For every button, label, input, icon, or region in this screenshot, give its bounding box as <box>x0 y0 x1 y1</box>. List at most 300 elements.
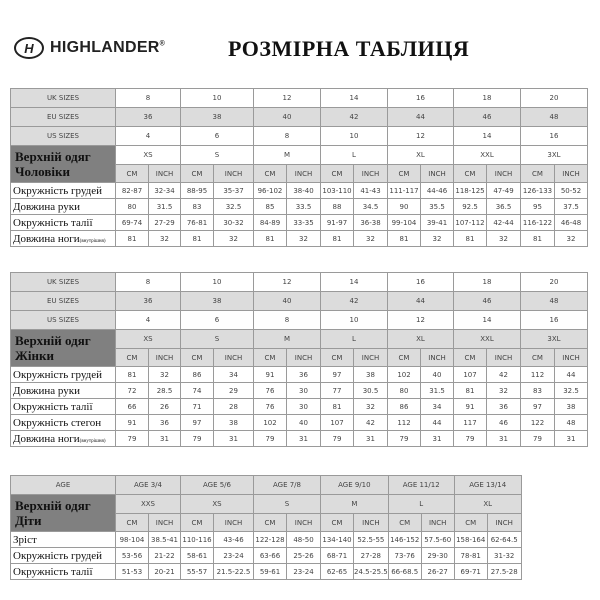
value-cell: 44 <box>555 367 588 383</box>
measurement-note: (внутрішня) <box>79 438 106 444</box>
unit-cm-cell: CM <box>321 349 354 367</box>
value-cell: 35.5 <box>421 199 454 215</box>
us-size-cell: 14 <box>454 127 521 146</box>
value-cell: 76 <box>254 399 287 415</box>
value-cell: 42 <box>354 415 388 431</box>
measurement-label-text: Окружність талії <box>13 565 93 578</box>
value-cell: 27-29 <box>149 215 181 231</box>
value-cell: 48-50 <box>287 532 321 548</box>
value-cell: 34 <box>214 367 254 383</box>
value-cell: 79 <box>388 431 421 447</box>
uk-size-cell: 12 <box>254 273 321 292</box>
size-letter-cell: XXL <box>454 330 521 349</box>
measurement-label-text: Окружність стегон <box>13 416 102 429</box>
value-cell: 41-43 <box>354 183 388 199</box>
value-cell: 81 <box>454 383 487 399</box>
size-letter-cell: 3XL <box>521 146 588 165</box>
unit-inch-cell: INCH <box>421 165 454 183</box>
value-cell: 57.5-60 <box>421 532 454 548</box>
kids-size-table <box>10 475 522 580</box>
value-cell: 31 <box>487 431 521 447</box>
value-cell: 34 <box>421 399 454 415</box>
value-cell: 53-56 <box>116 548 149 564</box>
value-cell: 58-61 <box>181 548 214 564</box>
unit-inch-cell: INCH <box>354 514 389 532</box>
value-cell: 81 <box>254 231 287 247</box>
us-size-cell: 8 <box>254 311 321 330</box>
size-letter-cell: S <box>181 330 254 349</box>
value-cell: 36.5 <box>487 199 521 215</box>
measurement-label <box>11 183 116 199</box>
eu-size-cell: 44 <box>388 292 454 311</box>
measurement-label <box>11 431 116 447</box>
unit-cm-cell: CM <box>116 514 149 532</box>
value-cell: 32 <box>287 231 321 247</box>
value-cell: 27.5-28 <box>487 564 521 580</box>
us-sizes-label: US SIZES <box>11 311 116 330</box>
unit-cm-cell: CM <box>521 165 555 183</box>
logo-mark-icon: H <box>14 37 44 59</box>
us-size-cell: 4 <box>116 127 181 146</box>
value-cell: 117 <box>454 415 487 431</box>
unit-inch-cell: INCH <box>287 514 321 532</box>
unit-cm-cell: CM <box>181 514 214 532</box>
value-cell: 102 <box>254 415 287 431</box>
value-cell: 80 <box>388 383 421 399</box>
value-cell: 42-44 <box>487 215 521 231</box>
value-cell: 34.5 <box>354 199 388 215</box>
value-cell: 40 <box>421 367 454 383</box>
value-cell: 81 <box>116 367 149 383</box>
uk-size-cell: 10 <box>181 89 254 108</box>
value-cell: 32 <box>487 231 521 247</box>
value-cell: 103-110 <box>321 183 354 199</box>
value-cell: 30 <box>287 383 321 399</box>
value-cell: 73-76 <box>388 548 421 564</box>
size-letter-cell: XL <box>388 146 454 165</box>
uk-sizes-label: UK SIZES <box>11 273 116 292</box>
unit-inch-cell: INCH <box>354 165 388 183</box>
highlander-logo <box>14 37 165 59</box>
value-cell: 31 <box>287 431 321 447</box>
value-cell: 50-52 <box>555 183 588 199</box>
uk-size-cell: 14 <box>321 89 388 108</box>
measurement-label-text: Окружність грудей <box>13 368 103 381</box>
value-cell: 112 <box>388 415 421 431</box>
measurement-label <box>11 415 116 431</box>
value-cell: 43-46 <box>214 532 254 548</box>
measurement-label-text: Окружність талії <box>13 400 93 413</box>
value-cell: 92.5 <box>454 199 487 215</box>
age-cell: AGE 7/8 <box>254 476 321 495</box>
section-heading: Верхній одяг Чоловіки <box>11 146 116 183</box>
unit-cm-cell: CM <box>254 514 287 532</box>
value-cell: 72 <box>116 383 149 399</box>
value-cell: 30.5 <box>354 383 388 399</box>
value-cell: 83 <box>181 199 214 215</box>
value-cell: 38 <box>214 415 254 431</box>
us-size-cell: 14 <box>454 311 521 330</box>
size-letter-cell: XS <box>116 146 181 165</box>
value-cell: 97 <box>521 399 555 415</box>
measurement-label <box>11 564 116 580</box>
unit-cm-cell: CM <box>254 349 287 367</box>
size-letter-cell: S <box>254 495 321 514</box>
eu-size-cell: 48 <box>521 292 588 311</box>
size-letter-cell: XS <box>116 330 181 349</box>
value-cell: 90 <box>388 199 421 215</box>
uk-size-cell: 20 <box>521 273 588 292</box>
value-cell: 91-97 <box>321 215 354 231</box>
value-cell: 20-21 <box>149 564 181 580</box>
measurement-label-text: Довжина руки <box>13 200 80 213</box>
value-cell: 31 <box>354 431 388 447</box>
value-cell: 44-46 <box>421 183 454 199</box>
value-cell: 79 <box>521 431 555 447</box>
value-cell: 66 <box>116 399 149 415</box>
value-cell: 74 <box>181 383 214 399</box>
us-size-cell: 6 <box>181 311 254 330</box>
value-cell: 46-48 <box>555 215 588 231</box>
measurement-label-text: Окружність грудей <box>13 184 103 197</box>
women-size-table <box>10 272 588 447</box>
value-cell: 86 <box>388 399 421 415</box>
eu-size-cell: 38 <box>181 108 254 127</box>
size-letter-cell: L <box>321 146 388 165</box>
value-cell: 23-24 <box>214 548 254 564</box>
value-cell: 32 <box>555 231 588 247</box>
unit-inch-cell: INCH <box>149 165 181 183</box>
unit-inch-cell: INCH <box>287 349 321 367</box>
unit-cm-cell: CM <box>388 514 421 532</box>
value-cell: 81 <box>388 231 421 247</box>
size-letter-cell: M <box>254 146 321 165</box>
value-cell: 84-89 <box>254 215 287 231</box>
value-cell: 51-53 <box>116 564 149 580</box>
unit-cm-cell: CM <box>116 165 149 183</box>
value-cell: 81 <box>521 231 555 247</box>
age-cell: AGE 11/12 <box>388 476 454 495</box>
unit-cm-cell: CM <box>321 165 354 183</box>
value-cell: 66-68.5 <box>388 564 421 580</box>
unit-inch-cell: INCH <box>214 349 254 367</box>
eu-size-cell: 42 <box>321 108 388 127</box>
value-cell: 99-104 <box>388 215 421 231</box>
value-cell: 32 <box>354 399 388 415</box>
value-cell: 146-152 <box>388 532 421 548</box>
value-cell: 78-81 <box>454 548 487 564</box>
page-title: РОЗМІРНА ТАБЛИЦЯ <box>228 36 470 61</box>
age-cell: AGE 5/6 <box>181 476 254 495</box>
size-letter-cell: L <box>321 330 388 349</box>
value-cell: 29-30 <box>421 548 454 564</box>
eu-size-cell: 36 <box>116 292 181 311</box>
eu-sizes-label: EU SIZES <box>11 292 116 311</box>
value-cell: 32.5 <box>214 199 254 215</box>
unit-inch-cell: INCH <box>149 349 181 367</box>
uk-size-cell: 8 <box>116 89 181 108</box>
eu-size-cell: 46 <box>454 292 521 311</box>
value-cell: 62-64.5 <box>487 532 521 548</box>
value-cell: 77 <box>321 383 354 399</box>
value-cell: 98-104 <box>116 532 149 548</box>
value-cell: 91 <box>116 415 149 431</box>
section-heading: Верхній одяг Діти <box>11 495 116 532</box>
unit-cm-cell: CM <box>321 514 354 532</box>
uk-sizes-label: UK SIZES <box>11 89 116 108</box>
value-cell: 42 <box>487 367 521 383</box>
measurement-label <box>11 215 116 231</box>
value-cell: 39-41 <box>421 215 454 231</box>
value-cell: 68-71 <box>321 548 354 564</box>
unit-inch-cell: INCH <box>555 349 588 367</box>
value-cell: 110-116 <box>181 532 214 548</box>
uk-size-cell: 10 <box>181 273 254 292</box>
value-cell: 95 <box>521 199 555 215</box>
size-letter-cell: XS <box>181 495 254 514</box>
value-cell: 86 <box>181 367 214 383</box>
value-cell: 76-81 <box>181 215 214 231</box>
measurement-note: (внутрішня) <box>79 238 106 244</box>
size-letter-cell: XXL <box>454 146 521 165</box>
value-cell: 48 <box>555 415 588 431</box>
value-cell: 122 <box>521 415 555 431</box>
unit-inch-cell: INCH <box>421 349 454 367</box>
value-cell: 32 <box>421 231 454 247</box>
us-size-cell: 6 <box>181 127 254 146</box>
value-cell: 107 <box>321 415 354 431</box>
value-cell: 91 <box>254 367 287 383</box>
us-size-cell: 10 <box>321 311 388 330</box>
value-cell: 36-38 <box>354 215 388 231</box>
value-cell: 63-66 <box>254 548 287 564</box>
measurement-label <box>11 199 116 215</box>
value-cell: 33-35 <box>287 215 321 231</box>
value-cell: 79 <box>181 431 214 447</box>
eu-sizes-label: EU SIZES <box>11 108 116 127</box>
value-cell: 44 <box>421 415 454 431</box>
value-cell: 30 <box>287 399 321 415</box>
value-cell: 32 <box>149 367 181 383</box>
value-cell: 32 <box>487 383 521 399</box>
value-cell: 32 <box>149 231 181 247</box>
value-cell: 81 <box>321 231 354 247</box>
value-cell: 36 <box>287 367 321 383</box>
value-cell: 158-164 <box>454 532 487 548</box>
size-letter-cell: L <box>388 495 454 514</box>
unit-cm-cell: CM <box>254 165 287 183</box>
value-cell: 59-61 <box>254 564 287 580</box>
value-cell: 38 <box>555 399 588 415</box>
value-cell: 27-28 <box>354 548 389 564</box>
section-heading: Верхній одяг Жінки <box>11 330 116 367</box>
value-cell: 81 <box>454 231 487 247</box>
size-letter-cell: S <box>181 146 254 165</box>
value-cell: 112 <box>521 367 555 383</box>
value-cell: 32-34 <box>149 183 181 199</box>
value-cell: 97 <box>181 415 214 431</box>
value-cell: 83 <box>521 383 555 399</box>
unit-cm-cell: CM <box>116 349 149 367</box>
value-cell: 82-87 <box>116 183 149 199</box>
unit-inch-cell: INCH <box>555 165 588 183</box>
measurement-label-text: Окружність грудей <box>13 549 103 562</box>
unit-inch-cell: INCH <box>214 165 254 183</box>
us-size-cell: 4 <box>116 311 181 330</box>
value-cell: 69-71 <box>454 564 487 580</box>
value-cell: 33.5 <box>287 199 321 215</box>
value-cell: 55-57 <box>181 564 214 580</box>
measurement-label-text: Окружність талії <box>13 216 93 229</box>
unit-cm-cell: CM <box>388 349 421 367</box>
eu-size-cell: 40 <box>254 292 321 311</box>
value-cell: 81 <box>321 399 354 415</box>
value-cell: 122-128 <box>254 532 287 548</box>
value-cell: 32.5 <box>555 383 588 399</box>
value-cell: 118-125 <box>454 183 487 199</box>
unit-inch-cell: INCH <box>287 165 321 183</box>
size-letter-cell: XL <box>454 495 521 514</box>
size-letter-cell: M <box>321 495 389 514</box>
unit-inch-cell: INCH <box>487 514 521 532</box>
uk-size-cell: 16 <box>388 89 454 108</box>
age-label: AGE <box>11 476 116 495</box>
value-cell: 134-140 <box>321 532 354 548</box>
us-sizes-label: US SIZES <box>11 127 116 146</box>
unit-cm-cell: CM <box>181 165 214 183</box>
value-cell: 79 <box>321 431 354 447</box>
value-cell: 97 <box>321 367 354 383</box>
us-size-cell: 16 <box>521 127 588 146</box>
value-cell: 52.5-55 <box>354 532 389 548</box>
value-cell: 91 <box>454 399 487 415</box>
value-cell: 126-133 <box>521 183 555 199</box>
uk-size-cell: 12 <box>254 89 321 108</box>
value-cell: 37.5 <box>555 199 588 215</box>
value-cell: 25-26 <box>287 548 321 564</box>
value-cell: 79 <box>454 431 487 447</box>
measurement-label <box>11 231 116 247</box>
measurement-label-text: Зріст <box>13 533 37 546</box>
value-cell: 38-40 <box>287 183 321 199</box>
value-cell: 36 <box>149 415 181 431</box>
measurement-label-text: Довжина ноги <box>13 432 80 445</box>
value-cell: 47-49 <box>487 183 521 199</box>
measurement-label <box>11 399 116 415</box>
us-size-cell: 16 <box>521 311 588 330</box>
value-cell: 31 <box>149 431 181 447</box>
eu-size-cell: 40 <box>254 108 321 127</box>
value-cell: 111-117 <box>388 183 421 199</box>
eu-size-cell: 48 <box>521 108 588 127</box>
eu-size-cell: 44 <box>388 108 454 127</box>
logo-text: HIGHLANDER® <box>50 39 166 56</box>
value-cell: 31.5 <box>149 199 181 215</box>
size-letter-cell: M <box>254 330 321 349</box>
unit-inch-cell: INCH <box>421 514 454 532</box>
value-cell: 71 <box>181 399 214 415</box>
measurement-label-text: Довжина ноги <box>13 232 80 245</box>
measurement-label <box>11 532 116 548</box>
value-cell: 81 <box>181 231 214 247</box>
value-cell: 31 <box>214 431 254 447</box>
value-cell: 80 <box>116 199 149 215</box>
unit-cm-cell: CM <box>181 349 214 367</box>
value-cell: 107-112 <box>454 215 487 231</box>
us-size-cell: 12 <box>388 311 454 330</box>
unit-cm-cell: CM <box>454 514 487 532</box>
uk-size-cell: 8 <box>116 273 181 292</box>
size-letter-cell: XL <box>388 330 454 349</box>
value-cell: 40 <box>287 415 321 431</box>
age-cell: AGE 3/4 <box>116 476 181 495</box>
value-cell: 35-37 <box>214 183 254 199</box>
unit-inch-cell: INCH <box>214 514 254 532</box>
value-cell: 79 <box>116 431 149 447</box>
value-cell: 21-22 <box>149 548 181 564</box>
value-cell: 24.5-25.5 <box>354 564 389 580</box>
measurement-label <box>11 367 116 383</box>
value-cell: 31 <box>421 431 454 447</box>
value-cell: 30-32 <box>214 215 254 231</box>
value-cell: 46 <box>487 415 521 431</box>
unit-cm-cell: CM <box>454 165 487 183</box>
eu-size-cell: 46 <box>454 108 521 127</box>
unit-inch-cell: INCH <box>354 349 388 367</box>
value-cell: 85 <box>254 199 287 215</box>
value-cell: 107 <box>454 367 487 383</box>
unit-inch-cell: INCH <box>149 514 181 532</box>
value-cell: 26 <box>149 399 181 415</box>
uk-size-cell: 16 <box>388 273 454 292</box>
value-cell: 36 <box>487 399 521 415</box>
value-cell: 81 <box>116 231 149 247</box>
value-cell: 79 <box>254 431 287 447</box>
measurement-label-text: Довжина руки <box>13 384 80 397</box>
value-cell: 69-74 <box>116 215 149 231</box>
value-cell: 23-24 <box>287 564 321 580</box>
value-cell: 32 <box>354 231 388 247</box>
value-cell: 28.5 <box>149 383 181 399</box>
value-cell: 96-102 <box>254 183 287 199</box>
us-size-cell: 8 <box>254 127 321 146</box>
value-cell: 88 <box>321 199 354 215</box>
uk-size-cell: 18 <box>454 273 521 292</box>
eu-size-cell: 36 <box>116 108 181 127</box>
value-cell: 62-65 <box>321 564 354 580</box>
value-cell: 76 <box>254 383 287 399</box>
uk-size-cell: 14 <box>321 273 388 292</box>
value-cell: 26-27 <box>421 564 454 580</box>
value-cell: 31.5 <box>421 383 454 399</box>
value-cell: 32 <box>214 231 254 247</box>
age-cell: AGE 9/10 <box>321 476 389 495</box>
unit-cm-cell: CM <box>454 349 487 367</box>
value-cell: 38 <box>354 367 388 383</box>
eu-size-cell: 38 <box>181 292 254 311</box>
measurement-label <box>11 548 116 564</box>
us-size-cell: 10 <box>321 127 388 146</box>
age-cell: AGE 13/14 <box>454 476 521 495</box>
unit-inch-cell: INCH <box>487 349 521 367</box>
unit-inch-cell: INCH <box>487 165 521 183</box>
value-cell: 29 <box>214 383 254 399</box>
value-cell: 31 <box>555 431 588 447</box>
measurement-label <box>11 383 116 399</box>
value-cell: 28 <box>214 399 254 415</box>
size-letter-cell: XXS <box>116 495 181 514</box>
unit-cm-cell: CM <box>388 165 421 183</box>
